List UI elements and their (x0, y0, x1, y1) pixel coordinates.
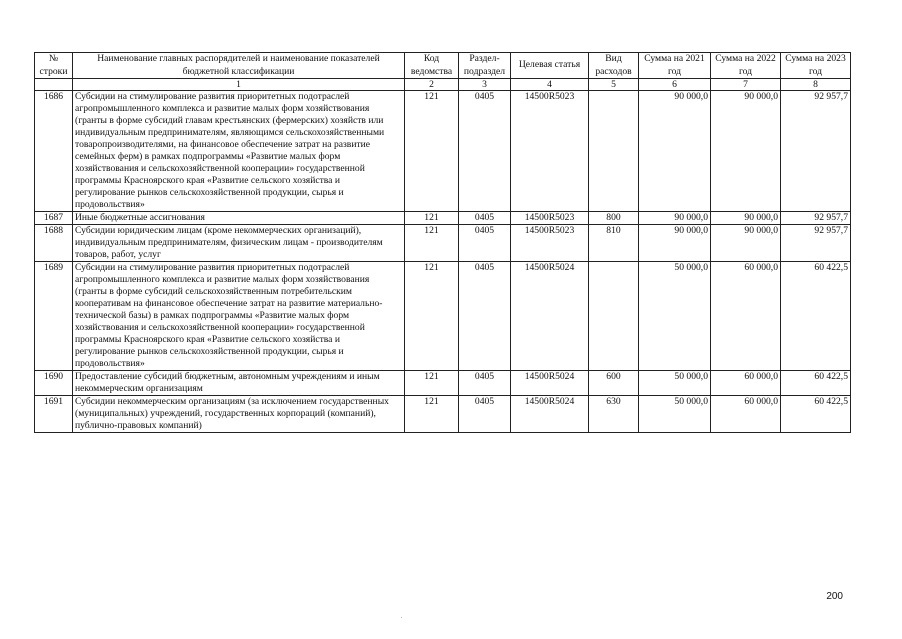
row-section: 0405 (459, 212, 511, 225)
row-target: 14500R5024 (511, 262, 589, 371)
row-number: 1688 (35, 225, 73, 262)
column-number: 3 (459, 79, 511, 91)
row-dept: 121 (405, 396, 459, 433)
table-row (35, 225, 851, 262)
header-dept: Код ведомства (405, 53, 459, 79)
table-row (35, 212, 851, 225)
row-sum-2021: 50 000,0 (639, 396, 711, 433)
row-expense: 800 (589, 212, 639, 225)
row-expense: 810 (589, 225, 639, 262)
column-number: 2 (405, 79, 459, 91)
row-dept: 121 (405, 225, 459, 262)
table-header-row (35, 53, 851, 79)
row-sum-2022: 60 000,0 (711, 396, 781, 433)
row-dept: 121 (405, 371, 459, 396)
column-number-row (35, 79, 851, 91)
column-number: 7 (711, 79, 781, 91)
row-sum-2023: 92 957,7 (781, 91, 851, 212)
header-sum-2023: Сумма на 2023 год (781, 53, 851, 79)
header-row-no: № строки (35, 53, 73, 79)
row-target: 14500R5024 (511, 396, 589, 433)
column-number: 8 (781, 79, 851, 91)
header-sum-2022: Сумма на 2022 год (711, 53, 781, 79)
row-section: 0405 (459, 225, 511, 262)
row-sum-2022: 90 000,0 (711, 225, 781, 262)
column-number (35, 79, 73, 91)
row-name: Субсидии на стимулирование развития приоритетных подотраслей агропромышленного комплекса и развитие малых форм хозяйствования (гранты в форме субсидий сельскохозяйственным потребительским кооперативам на финансовое обеспечение затрат на развитие материально-технической базы) в рамках подпрограммы «Развитие малых форм хозяйствования и сельскохозяйственной кооперации» государственной программы Красноярского края «Развитие сельского хозяйства и регулирование рынков сельскохозяйственной продукции, сырья и продовольствия» (73, 262, 405, 371)
header-target: Целевая статья (511, 53, 589, 79)
row-section: 0405 (459, 396, 511, 433)
header-expense: Вид расходов (589, 53, 639, 79)
row-number: 1690 (35, 371, 73, 396)
row-sum-2022: 90 000,0 (711, 212, 781, 225)
row-expense: 630 (589, 396, 639, 433)
row-number: 1686 (35, 91, 73, 212)
row-expense: 600 (589, 371, 639, 396)
row-name: Иные бюджетные ассигнования (73, 212, 405, 225)
row-expense (589, 91, 639, 212)
row-number: 1687 (35, 212, 73, 225)
row-sum-2022: 90 000,0 (711, 91, 781, 212)
row-number: 1691 (35, 396, 73, 433)
row-dept: 121 (405, 262, 459, 371)
table-row (35, 91, 851, 212)
row-dept: 121 (405, 91, 459, 212)
table-row (35, 262, 851, 371)
row-sum-2023: 60 422,5 (781, 262, 851, 371)
row-sum-2021: 90 000,0 (639, 225, 711, 262)
row-target: 14500R5023 (511, 91, 589, 212)
row-expense (589, 262, 639, 371)
row-dept: 121 (405, 212, 459, 225)
row-sum-2022: 60 000,0 (711, 371, 781, 396)
row-section: 0405 (459, 262, 511, 371)
header-sum-2021: Сумма на 2021 год (639, 53, 711, 79)
header-name: Наименование главных распорядителей и наименование показателей бюджетной классификации (73, 53, 405, 79)
row-sum-2021: 90 000,0 (639, 212, 711, 225)
row-sum-2022: 60 000,0 (711, 262, 781, 371)
page-number: 200 (826, 591, 843, 602)
table-row (35, 396, 851, 433)
row-sum-2023: 92 957,7 (781, 225, 851, 262)
row-target: 14500R5024 (511, 371, 589, 396)
row-sum-2023: 92 957,7 (781, 212, 851, 225)
header-section: Раздел-подраздел (459, 53, 511, 79)
row-target: 14500R5023 (511, 225, 589, 262)
row-target: 14500R5023 (511, 212, 589, 225)
row-sum-2021: 50 000,0 (639, 371, 711, 396)
row-name: Предоставление субсидий бюджетным, автономным учреждениям и иным некоммерческим организациям (73, 371, 405, 396)
column-number: 5 (589, 79, 639, 91)
row-sum-2023: 60 422,5 (781, 371, 851, 396)
row-section: 0405 (459, 371, 511, 396)
budget-table (34, 52, 851, 433)
column-number: 1 (73, 79, 405, 91)
scan-speck (401, 617, 402, 618)
row-section: 0405 (459, 91, 511, 212)
row-number: 1689 (35, 262, 73, 371)
table-row (35, 371, 851, 396)
column-number: 4 (511, 79, 589, 91)
row-sum-2021: 50 000,0 (639, 262, 711, 371)
row-name: Субсидии на стимулирование развития приоритетных подотраслей агропромышленного комплекса и развитие малых форм хозяйствования (гранты в форме субсидий главам крестьянских (фермерских) хозяйств или индивидуальным предпринимателям, являющимся сельскохозяйственными товаропроизводителями, на финансовое обеспечение затрат на развитие семейных ферм) в рамках подпрограммы «Развитие малых форм хозяйствования и сельскохозяйственной кооперации» государственной программы Красноярского края «Развитие сельского хозяйства и регулирование рынков сельскохозяйственной продукции, сырья и продовольствия» (73, 91, 405, 212)
row-sum-2021: 90 000,0 (639, 91, 711, 212)
row-name: Субсидии юридическим лицам (кроме некоммерческих организаций), индивидуальным предпринимателям, физическим лицам - производителям товаров, работ, услуг (73, 225, 405, 262)
row-sum-2023: 60 422,5 (781, 396, 851, 433)
row-name: Субсидии некоммерческим организациям (за исключением государственных (муниципальных) учреждений, государственных корпораций (компаний), публично-правовых компаний) (73, 396, 405, 433)
column-number: 6 (639, 79, 711, 91)
